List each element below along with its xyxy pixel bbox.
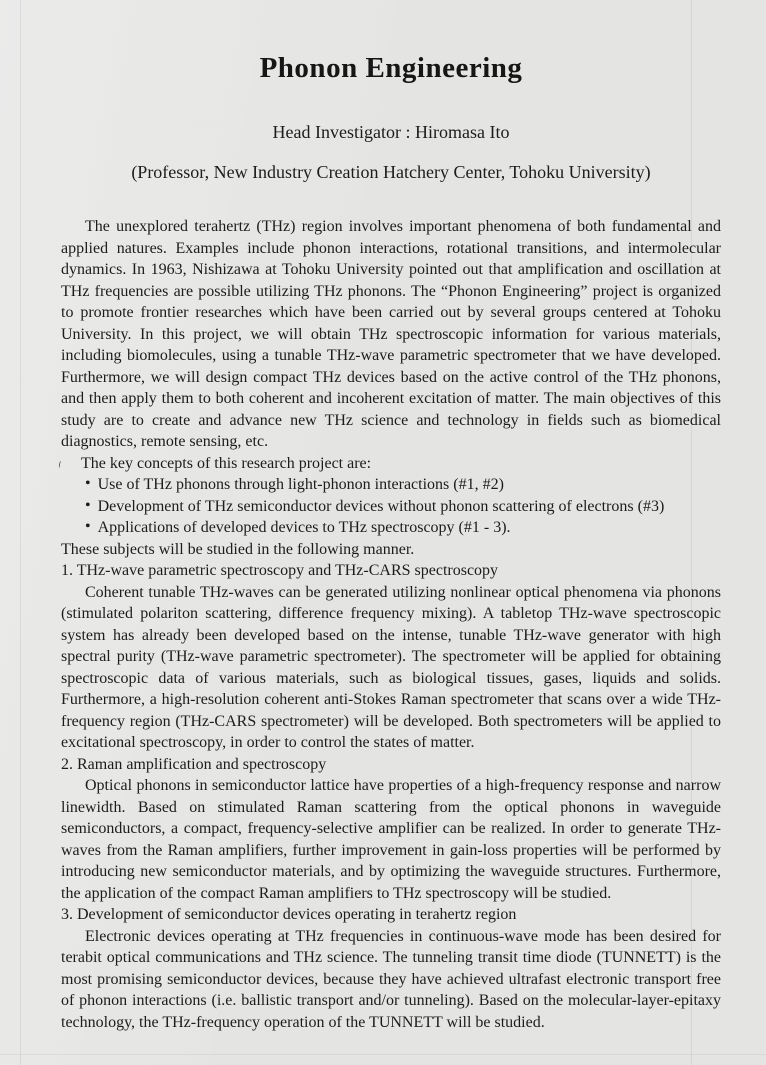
bullet-item-text: Applications of developed devices to THz spectroscopy (#1 - 3). (97, 519, 511, 536)
bullet-item-text: Use of THz phonons through light-phonon interactions (#1, #2) (97, 476, 504, 493)
document-content (61, 0, 721, 1033)
section-paragraph-2: Optical phonons in semiconductor lattice have properties of a high-frequency response and narrow linewidth. Based on stimulated Raman scattering from the optical phonons in waveguide semiconductors, a compact, frequency-selective amplifier can be realized. In order to generate THz-waves from the Raman amplifiers, further improvement in gain-loss properties will be performed by introducing new semiconductor materials, and by optimizing the waveguide structures. Furthermore, the application of the compact Raman amplifiers to THz spectroscopy will be studied. (61, 777, 721, 902)
bullet-item (61, 496, 721, 518)
manner-line: These subjects will be studied in the following manner. (61, 540, 415, 558)
bullet-item (61, 474, 721, 496)
bullet-item-text: Development of THz semiconductor devices without phonon scattering of electrons (#3) (97, 497, 665, 515)
key-concepts-lead-text: The key concepts of this research project are: (81, 454, 372, 472)
scan-speckle-mark (58, 460, 62, 467)
section-paragraph-1: Coherent tunable THz-waves can be generated utilizing nonlinear optical phenomena via phonons (stimulated polariton scattering, difference frequency mixing). A tabletop THz-wave spectroscopic system has already been developed based on the intense, tunable THz-wave generator with high spectral purity (THz-wave parametric spectrometer). The spectrometer will be applied for obtaining spectroscopic data of various materials, such as biological tissues, gases, liquids and solids. Furthermore, a high-resolution coherent anti-Stokes Raman spectrometer that scans over a wide THz-frequency region (THz-CARS spectrometer) will be developed. Both spectrometers will be applied to excitational spectroscopy, in order to control the states of matter. (61, 583, 721, 751)
bullet-dot-icon: • (85, 475, 91, 492)
section-heading-1: 1. THz-wave parametric spectroscopy and THz-CARS spectroscopy (61, 562, 499, 579)
bullet-dot-icon: • (85, 496, 91, 514)
page-title: Phonon Engineering (259, 52, 523, 84)
scan-bottom-edge (0, 1054, 766, 1055)
document-body (61, 216, 721, 1033)
bullet-item (61, 517, 721, 539)
section-paragraph-3: Electronic devices operating at THz frequencies in continuous-wave mode has been desired for terabit optical communications and THz science. The tunneling transit time diode (TUNNETT) is the most promising semiconductor devices, because they have achieved ultrafast electronic transport free of phonon interactions (i.e. ballistic transport and/or tunneling). Based on the molecular-layer-epitaxy technology, the THz-frequency operation of the TUNNETT will be studied. (61, 927, 721, 1031)
head-investigator-line: Head Investigator : Hiromasa Ito (272, 122, 510, 142)
section-heading-2: 2. Raman amplification and spectroscopy (61, 755, 327, 773)
section-heading-3: 3. Development of semiconductor devices operating in terahertz region (61, 906, 517, 923)
scan-fold-line-left (20, 0, 21, 1065)
key-concepts-lead (61, 453, 721, 475)
bullet-dot-icon: • (85, 518, 91, 535)
intro-paragraph: The unexplored terahertz (THz) region involves important phenomena of both fundamental and applied natures. Examples include phonon interactions, rotational transitions, and intermolecular dynamics. In 1963, Nishizawa at Tohoku University pointed out that amplification and oscillation at THz frequencies are possible utilizing THz phonons. The “Phonon Engineering” project is organized to promote frontier researches which have been carried out by several groups centered at Tohoku University. In this project, we will obtain THz spectroscopic information for various materials, including biomolecules, using a tunable THz-wave parametric spectrometer that we have developed. Furthermore, we will design compact THz devices based on the active control of the THz phonons, and then apply them to both coherent and incoherent excitation of matter. The main objectives of this study are to create and advance new THz science and technology in fields such as biomedical diagnostics, remote sensing, etc. (61, 218, 721, 450)
affiliation-line: (Professor, New Industry Creation Hatchery Center, Tohoku University) (131, 162, 651, 182)
